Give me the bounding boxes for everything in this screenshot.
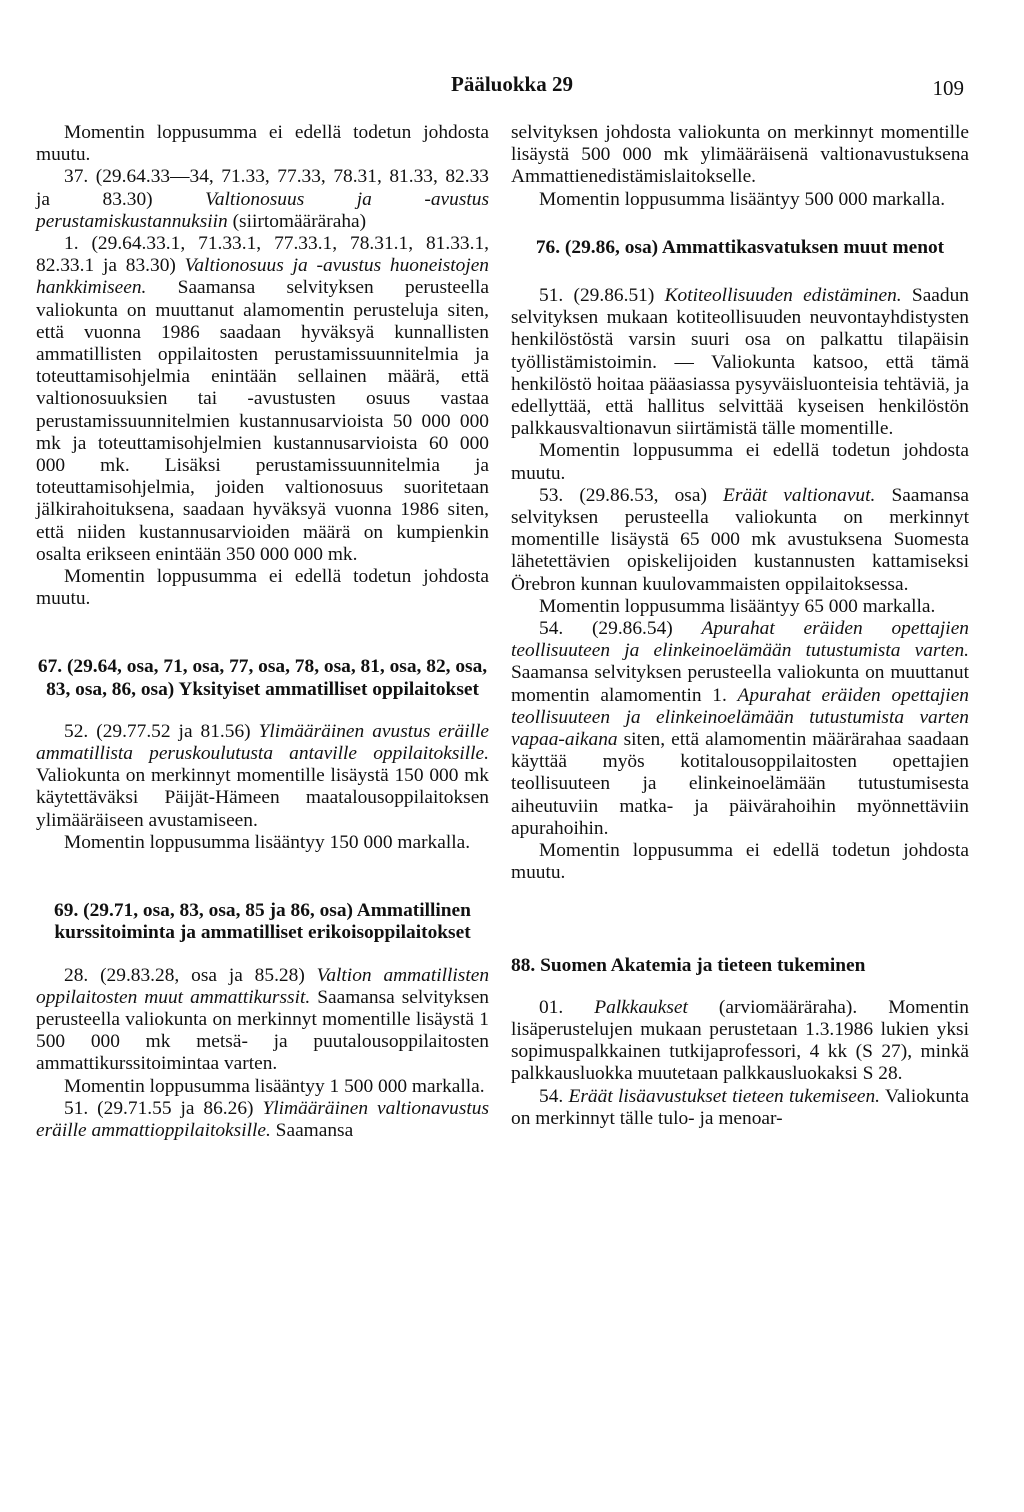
paragraph: Momentin loppusumma ei edellä todetun johdosta muutu. [36, 566, 489, 610]
item-title: Valtionosuus ja -avustus huoneistojen hankkimiseen. [36, 255, 490, 299]
item-number: 01. [539, 996, 595, 1018]
paragraph [511, 285, 969, 440]
item-text: (arviomääräraha). Momentin lisäperustelujen mukaan perustetaan 1.3.1986 lukien yksi sopimuspalkkainen tutkijaprofessori, 4 kk (S 27), minkä palkkausluokka muutetaan palkkausluokaksi S 28. [511, 996, 969, 1085]
paragraph: Momentin loppusumma lisääntyy 1 500 000 markalla. [64, 1075, 485, 1097]
item-text: siten, että alamomentin määrärahaa saadaan käyttää myös kotitalousoppilaitosten opettajien teollisuuteen ja elinkeinoelämään tutustumisesta aiheutuviin matka- ja päivärahoihin myönnettäviin apurahoihin. [511, 729, 969, 839]
page-number: 109 [932, 76, 964, 100]
item-number: 54. (29.86.54) [539, 618, 702, 640]
paragraph: Momentin loppusumma ei edellä todetun johdosta muutu. [511, 840, 969, 884]
paragraph: Momentin loppusumma lisääntyy 500 000 markalla. [539, 188, 946, 210]
item-text: Valiokunta on merkinnyt momentille lisäystä 150 000 mk käytettäväksi Päijät-Hämeen maatalousoppilaitoksen ylimääräiseen avustamiseen. [36, 765, 489, 831]
item-text: Valiokunta on merkinnyt tälle tulo- ja menoar- [511, 1085, 969, 1129]
item-number: 51. (29.86.51) [539, 285, 665, 307]
section-heading-76: 76. (29.86, osa) Ammattikasvatuksen muut menot [535, 236, 945, 258]
item-title: Eräät valtionavut. [723, 484, 876, 506]
item-number: 37. (29.64.33—34, 71.33, 77.33, 78.31, 81.33, 82.33 ja 83.30) [36, 166, 489, 210]
item-text: Saadun selvityksen mukaan kotiteollisuuden neuvontayhdistysten henkilöstöstä varsin suuri osa on palkattu tilapäisin työllistämistoimin. — Valiokunta katsoo, että tämä henkilöstö hoitaa pääasiassa pysyväisluonteisia tehtäviä, ja edellyttää, että hallitus selvittää kyseisen henkilöstön palkkausvaltionavun siirtämistä tälle momentille. [511, 285, 969, 440]
paragraph: Momentin loppusumma ei edellä todetun johdosta muutu. [511, 440, 969, 484]
item-title: Ylimääräinen avustus eräille ammatillista peruskoulutusta antaville oppilaitoksille. [36, 720, 489, 765]
paragraph [36, 233, 489, 566]
item-title: Palkkaukset [594, 996, 688, 1018]
paragraph: Momentin loppusumma ei edellä todetun johdosta muutu. [36, 122, 489, 166]
item-title: Valtionosuus ja -avustus perustamiskustannuksiin [36, 188, 489, 232]
item-number: 28. (29.83.28, osa ja 85.28) [64, 964, 317, 986]
paragraph [511, 618, 969, 840]
item-text: Saamansa selvityksen perusteella valiokunta on merkinnyt momentille lisäystä 1 500 000 mk metsä- ja puutalousoppilaitosten ammattikurssitoimintaa varten. [36, 986, 489, 1075]
paragraph: Momentin loppusumma lisääntyy 65 000 markalla. [539, 595, 936, 617]
item-text: Saamansa selvityksen perusteella valiokunta on muuttanut momentin alamomentin 1. [511, 662, 969, 706]
item-title: Ylimääräinen valtionavustus eräille ammattioppilaitoksille. [36, 1097, 489, 1141]
paragraph [36, 965, 489, 1076]
item-title: Apurahat eräiden opettajien teollisuuteen ja elinkeinoelämään tutustumista varten. [511, 618, 969, 662]
item-number: 1. (29.64.33.1, 71.33.1, 77.33.1, 78.31.1, 81.33.1, 82.33.1 ja 83.30) [36, 233, 489, 277]
right-column [511, 122, 969, 1130]
item-title: Apurahat eräiden opettajien teollisuuteen ja elinkeinoelämään tutustumista varten vapaa-aikana [511, 684, 969, 751]
paragraph [511, 997, 969, 1086]
paragraph [36, 721, 489, 832]
section-heading-67: 67. (29.64, osa, 71, osa, 77, osa, 78, osa, 81, osa, 82, osa, 83, osa, 86, osa) Yksityiset ammatilliset oppilaitokset [37, 656, 488, 700]
paragraph [36, 1098, 489, 1142]
item-text: Saamansa selvityksen perusteella valiokunta on muuttanut alamomentin perusteluja siten, että vuonna 1986 saadaan hyväksyä kunnallisten ammatillisten oppilaitosten perustamissuunnitelmia ja toteuttamisohjelmia enintään sellainen määrä, että valtionosuuksien tai -avustusten osuus vastaa perustamissuunnitelmien kustannusarvioista 50 000 000 mk ja toteuttamisohjelmien kustannusarvioista 60 000 000 mk. Lisäksi perustamissuunnitelmia ja toteuttamisohjelmia, joiden valtionosuus suoritetaan jälkirahoituksena, saadaan hyväksyä vuonna 1986 siten, että niiden kustannusarvioiden määrä on kumpienkin osalta erikseen enintään 350 000 000 mk. [36, 277, 489, 565]
item-title: Eräät lisäavustukset tieteen tukemiseen. [568, 1085, 881, 1107]
left-column [36, 122, 489, 1142]
item-title: Valtion ammatillisten oppilaitosten muut ammattikurssit. [36, 964, 490, 1008]
section-heading-69: 69. (29.71, osa, 83, osa, 85 ja 86, osa) Ammatillinen kurssitoiminta ja ammatilliset erikoisoppilaitokset [54, 900, 471, 944]
paragraph [36, 166, 489, 233]
paragraph: Momentin loppusumma lisääntyy 150 000 markalla. [64, 831, 471, 853]
item-number: 52. (29.77.52 ja 81.56) [64, 720, 259, 742]
paragraph [511, 1086, 969, 1130]
running-header-title: Pääluokka 29 [451, 72, 573, 96]
paragraph [511, 485, 969, 596]
section-heading-88: 88. Suomen Akatemia ja tieteen tukeminen [511, 954, 866, 976]
paragraph: selvityksen johdosta valiokunta on merkinnyt momentille lisäystä 500 000 mk ylimääräisenä valtionavustuksena Ammattienedistämislaitokselle. [511, 122, 969, 188]
item-number: 53. (29.86.53, osa) [539, 484, 723, 506]
item-number: 54. [539, 1085, 569, 1107]
page-header [0, 72, 1024, 102]
item-text: (siirtomääräraha) [227, 210, 367, 232]
item-text: Saamansa [270, 1119, 354, 1141]
item-title: Kotiteollisuuden edistäminen. [664, 285, 902, 307]
item-text: Saamansa selvityksen perusteella valiokunta on merkinnyt momentille lisäystä 65 000 mk avustuksena Suomesta lähetettävien opiskelijoiden kustannusten kattamiseksi Örebron kunnan kuulovammaisten oppilaitoksessa. [511, 484, 969, 595]
item-number: 51. (29.71.55 ja 86.26) [64, 1097, 263, 1119]
